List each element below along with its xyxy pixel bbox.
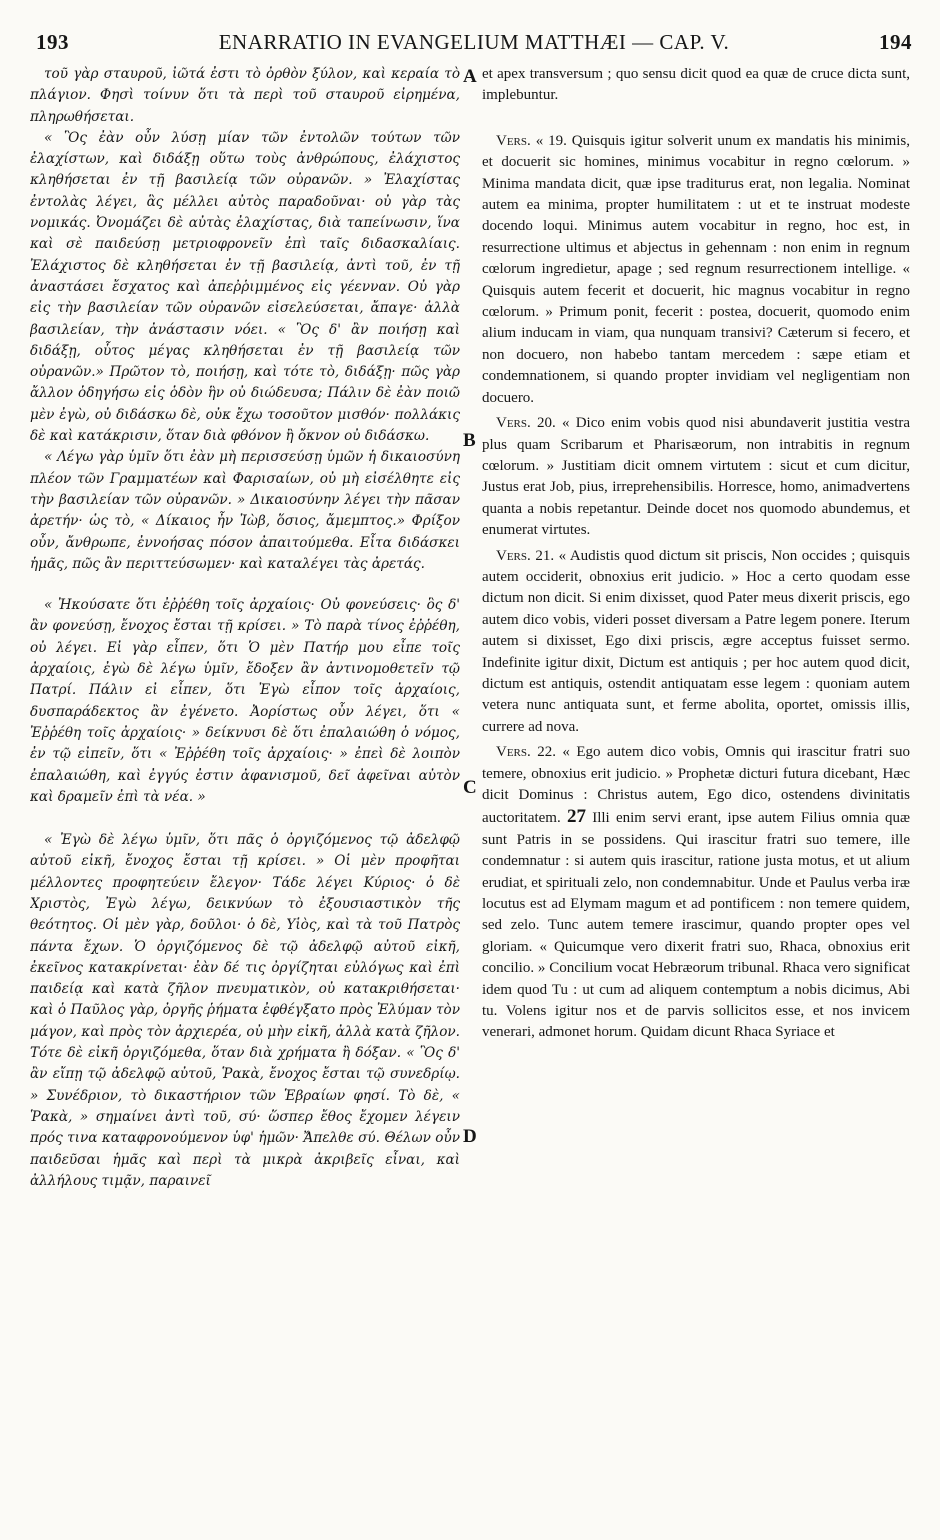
page-number-right: 194	[879, 30, 912, 54]
verse-text: 21. « Audistis quod dictum sit priscis, Non occides ; quisquis autem occiderit, obnoxius erit judicio. » Hoc a certo quodam esse dictum non dicit. Si enim dixisset, quod Pater meus dixerit priscis, ego autem dico vobis, videri posset diversam a Patre legem ponere. Iterum autem si dixisset, Ego dixi priscis, ægre acceptus fuisset sermo. Indefinite igitur dixit, Dictum est antiquis ; per hoc autem quod dicit, dictum est antiquis, ostendit antiquatam esse legem : quoniam autem vetera nunc antiquata sunt, et ferme abolita, oportet, omissis illis, currere ad nova.	[482, 547, 910, 735]
greek-paragraph: « Λέγω γὰρ ὑμῖν ὅτι ἐὰν μὴ περισσεύσῃ ὑμῶν ἡ δικαιοσύνη πλέον τῶν Γραμματέων καὶ Φαρισαίων, οὐ μὴ εἰσέλθητε εἰς τὴν βασιλείαν τῶν οὐρανῶν. » Δικαιοσύνην λέγει τὴν πᾶσαν ἀρετήν· ὡς τὸ, « Δίκαιος ἦν Ἰὼβ, ὅσιος, ἄμεμπτος.» Φρίξον οὖν, ἄνθρωπε, ἐννοήσας πόσον ἀπαιτούμεθα. Εἶτα διδάσκει ἡμᾶς, πῶς ἂν περιττεύσωμεν· καὶ καταλέγει τὰς ἀρετάς.	[30, 449, 460, 572]
margin-marker-d: D	[463, 1126, 477, 1147]
margin-marker-b: B	[463, 430, 476, 451]
verse-label: Vers.	[496, 744, 531, 761]
running-title: ENARRATIO IN EVANGELIUM MATTHÆI — CAP. V.	[218, 30, 730, 54]
greek-paragraph: τοῦ γὰρ σταυροῦ, ἰῶτά ἐστι τὸ ὀρθὸν ξύλον, καὶ κεραία τὸ πλάγιον. Φησὶ τοίνυν ὅτι τὰ περὶ τοῦ σταυροῦ εἰρημένα, πληρωθήσεται.	[30, 66, 460, 125]
greek-paragraph: « Ἠκούσατε ὅτι ἐῤῥέθη τοῖς ἀρχαίοις· Οὐ φονεύσεις· ὃς δ' ἂν φονεύσῃ, ἔνοχος ἔσται τῇ κρίσει. » Τὸ παρὰ τίνος ἐῤῥέθη, οὐ λέγει. Εἰ γὰρ εἶπεν, ὅτι Ὁ μὲν Πατήρ μου εἶπε τοῖς ἀρχαίοις, ἐγὼ δὲ λέγω ὑμῖν, ἔδοξεν ἂν ἀντινομοθετεῖν τῷ Πατρί. Πάλιν εἰ εἶπεν, ὅτι Ἐγὼ εἶπον τοῖς ἀρχαίοις, δυσπαράδεκτος ἂν ἐγένετο. Ἀορίστως οὖν λέγει, ὅτι « Ἐῤῥέθη τοῖς ἀρχαίοις· » δείκνυσι δὲ ὅτι ἐπαλαιώθη ὁ νόμος, ἐν τῷ εἰπεῖν, ὅτι « Ἐῤῥέθη τοῖς ἀρχαίοις· » ἐπεὶ δὲ λοιπὸν ἐπαλαιώθη, καὶ ἐγγύς ἐστιν ἀφανισμοῦ, δεῖ ἀφεῖναι αὐτὸν καὶ δραμεῖν ἐπὶ τὰ νέα. »	[30, 597, 460, 805]
margin-marker-a: A	[463, 66, 477, 87]
latin-verse-21	[482, 546, 910, 739]
latin-column	[482, 64, 910, 1524]
verse-text: Illi enim servi erant, ipse autem Filius omnia quæ sunt Patris in se possidens. Qui irascitur fratri suo temere, ille condemnatur : si autem quis irascitur, ratione justa motus, et ut alium erudiat, et spirituali zelo, non condemnabitur. Unde et Paulus verba iræ locutus est ad Elymam magum et ad pontificem : non temere quidem, sed zelo. Tunc autem temere irascimur, quando propter opes vel gloriam. « Quicumque vero dixerit fratri suo, Rhaca, obnoxius erit concilio. » Concilium vocat Hebræorum tribunal. Rhaca vero significat idem quod Tu : ut cum ad aliquem contemptum a nobis dicimus, Abi tu. Volens igitur nos et de parvis sollicitos esse, et nos invicem venerari, admonet horum. Quidam dicunt Rhaca Syriace et	[482, 810, 910, 1041]
latin-verse-20	[482, 413, 910, 541]
verse-label: Vers.	[496, 547, 531, 564]
greek-paragraph: « Ἐγὼ δὲ λέγω ὑμῖν, ὅτι πᾶς ὁ ὀργιζόμενος τῷ ἀδελφῷ αὐτοῦ εἰκῆ, ἔνοχος ἔσται τῇ κρίσει. » Οἱ μὲν προφῆται μέλλοντες προφητεύειν ἔλεγον· Τάδε λέγει Κύριος· ὁ δὲ Χριστὸς, Ἐγὼ λέγω, δεικνύων τὸ ἐξουσιαστικὸν τῆς θεότητος. Οἱ μὲν γὰρ, δοῦλοι· ὁ δὲ, Υἱὸς, καὶ τὰ τοῦ Πατρὸς πάντα ἔχων. Ὁ ὀργιζόμενος δὲ τῷ ἀδελφῷ αὐτοῦ εἰκῆ, ἐκεῖνος κατακρίνεται· ἐὰν δέ τις ὀργίζηται εὐλόγως καὶ ἐπὶ παιδείᾳ καὶ κατὰ ζῆλον πνευματικὸν, οὐ κατακριθήσεται· καὶ ὁ Παῦλος γὰρ, ὀργῆς ῥήματα ἐφθέγξατο πρὸς Ἐλύμαν τὸν μάγον, καὶ πρὸς τὸν ἀρχιερέα, οὐ μὴν εἰκῆ, ἀλλὰ κατὰ ζῆλον. Τότε δὲ εἰκῆ ὀργιζόμεθα, ὅταν διὰ χρήματα ἢ δόξαν. « Ὃς δ' ἂν εἴπῃ τῷ ἀδελφῷ αὐτοῦ, Ῥακὰ, ἔνοχος ἔσται τῷ συνεδρίῳ. » Συνέδριον, τὸ δικαστήριον τῶν Ἑβραίων φησί. Τὸ δὲ, « Ῥακὰ, » σημαίνει ἀντὶ τοῦ, σύ· ὥσπερ ἔθος ἔχομεν λέγειν πρός τινα καταφρονούμενον ὑφ' ἡμῶν· Ἄπελθε σύ. Θέλων οὖν παιδεῦσαι ἡμᾶς καὶ περὶ τὰ μικρὰ ἀκριβεῖς εἶναι, καὶ ἀλλήλους τιμᾷν, παραινεῖ	[30, 832, 460, 1189]
page-number-left: 193	[36, 30, 69, 54]
latin-verse-19	[482, 131, 910, 409]
verse-label: Vers.	[496, 132, 531, 149]
latin-paragraph: et apex transversum ; quo sensu dicit quod ea quæ de cruce dicta sunt, implebuntur.	[482, 66, 910, 104]
verse-text: « 19. Quisquis igitur solverit unum ex mandatis his minimis, et docuerit sic homines, minimus vocabitur in regno cœlorum. » Minima mandata dicit, quæ ipse traditurus erat, non legalia. Nominat autem ea minima, propter humilitatem : ut et te instruat modeste docendo loqui. Minimus autem vocabitur in regno, hoc est, in resurrectione ultimus et abjectus in gehennam : non enim in regnum cœlorum ingredietur, apage ; sed regnum resurrectionem intellige. « Quisquis autem fecerit et docuerit, hic magnus vocabitur in regno cœlorum. » Primum ponit, fecerit : postea, docuerit, quomodo enim alium inducam in viam, qua nunquam transivi? Cæterum si fecero, et non docuero, non habebo tantam mercedem : sæpe etiam et condemnationem, si quando propter invidiam vel negligentiam non docuero.	[482, 132, 910, 406]
verse-text: 20. « Dico enim vobis quod nisi abundaverit justitia vestra plus quam Scribarum et Pharisæorum, non intrabitis in regnum cœlorum. » Justitiam dicit omnem virtutem : sicut et cum dicitur, Justus erat Job, pius, irreprehensibilis. Horresce, homo, animadvertens quanta a nobis repetantur. Deinde docet nos quomodo abundemus, et enumerat virtutes.	[482, 415, 910, 539]
verse-text: 22. « Ego autem dico vobis, Omnis qui irascitur fratri suo temere, obnoxius erit judicio. » Prophetæ dicturi futura dicebant, Hæc dicit Dominus : Christus autem, Ego dico, ostendens divinitatis auctoritatem.	[482, 744, 910, 827]
margin-marker-c: C	[463, 777, 477, 798]
greek-paragraph: « Ὃς ἐὰν οὖν λύσῃ μίαν τῶν ἐντολῶν τούτων τῶν ἐλαχίστων, καὶ διδάξῃ οὕτω τοὺς ἀνθρώπους, ἐλάχιστος κληθήσεται ἐν τῇ βασιλείᾳ τῶν οὐρανῶν. » Ἐλαχίστας ἐντολὰς λέγει, ἃς μέλλει αὐτὸς παραδοῦναι· οὐ γὰρ τὰς νομικάς. Ὀνομάζει δὲ αὐτὰς ἐλαχίστας, διὰ ταπείνωσιν, ἵνα καὶ σὲ παιδεύσῃ μετριοφρονεῖν ἐπὶ ταῖς διδασκαλίαις. Ἐλάχιστος δὲ κληθήσεται ἐν τῇ βασιλείᾳ, ἀντὶ τοῦ, ἐν τῇ ἀναστάσει ἔσχατος καὶ ἀπεῤῥιμμένος εἰς γέενναν. Οὐ γὰρ εἰς τὴν βασιλείαν τῶν οὐρανῶν εἰσελεύσεται, ἄπαγε· ἀλλὰ βασιλείαν, τὴν ἀνάστασιν νόει. « Ὃς δ' ἂν ποιήσῃ καὶ διδάξῃ, οὗτος μέγας κληθήσεται ἐν τῇ βασιλείᾳ τῶν οὐρανῶν.» Πρῶτον τὸ, ποιήσῃ, καὶ τότε τὸ, διδάξῃ· πῶς γὰρ ἄλλον ὁδηγήσω εἰς ὁδὸν ἣν οὐ διώδευσα; Πάλιν δὲ ἐὰν ποιῶ μὲν ἐγὼ, οὐ διδάσκω δὲ, οὐκ ἔχω τοσοῦτον μισθόν· πολλάκις δὲ καὶ κατάκρισιν, ὅταν διὰ φθόνον ἢ ὄκνον οὐ διδάσκω.	[30, 129, 460, 445]
edition-page-mark: 27	[566, 806, 586, 828]
greek-column	[30, 64, 460, 1524]
running-header	[36, 30, 912, 60]
latin-verse-22	[482, 742, 910, 1044]
verse-label: Vers.	[496, 415, 531, 432]
